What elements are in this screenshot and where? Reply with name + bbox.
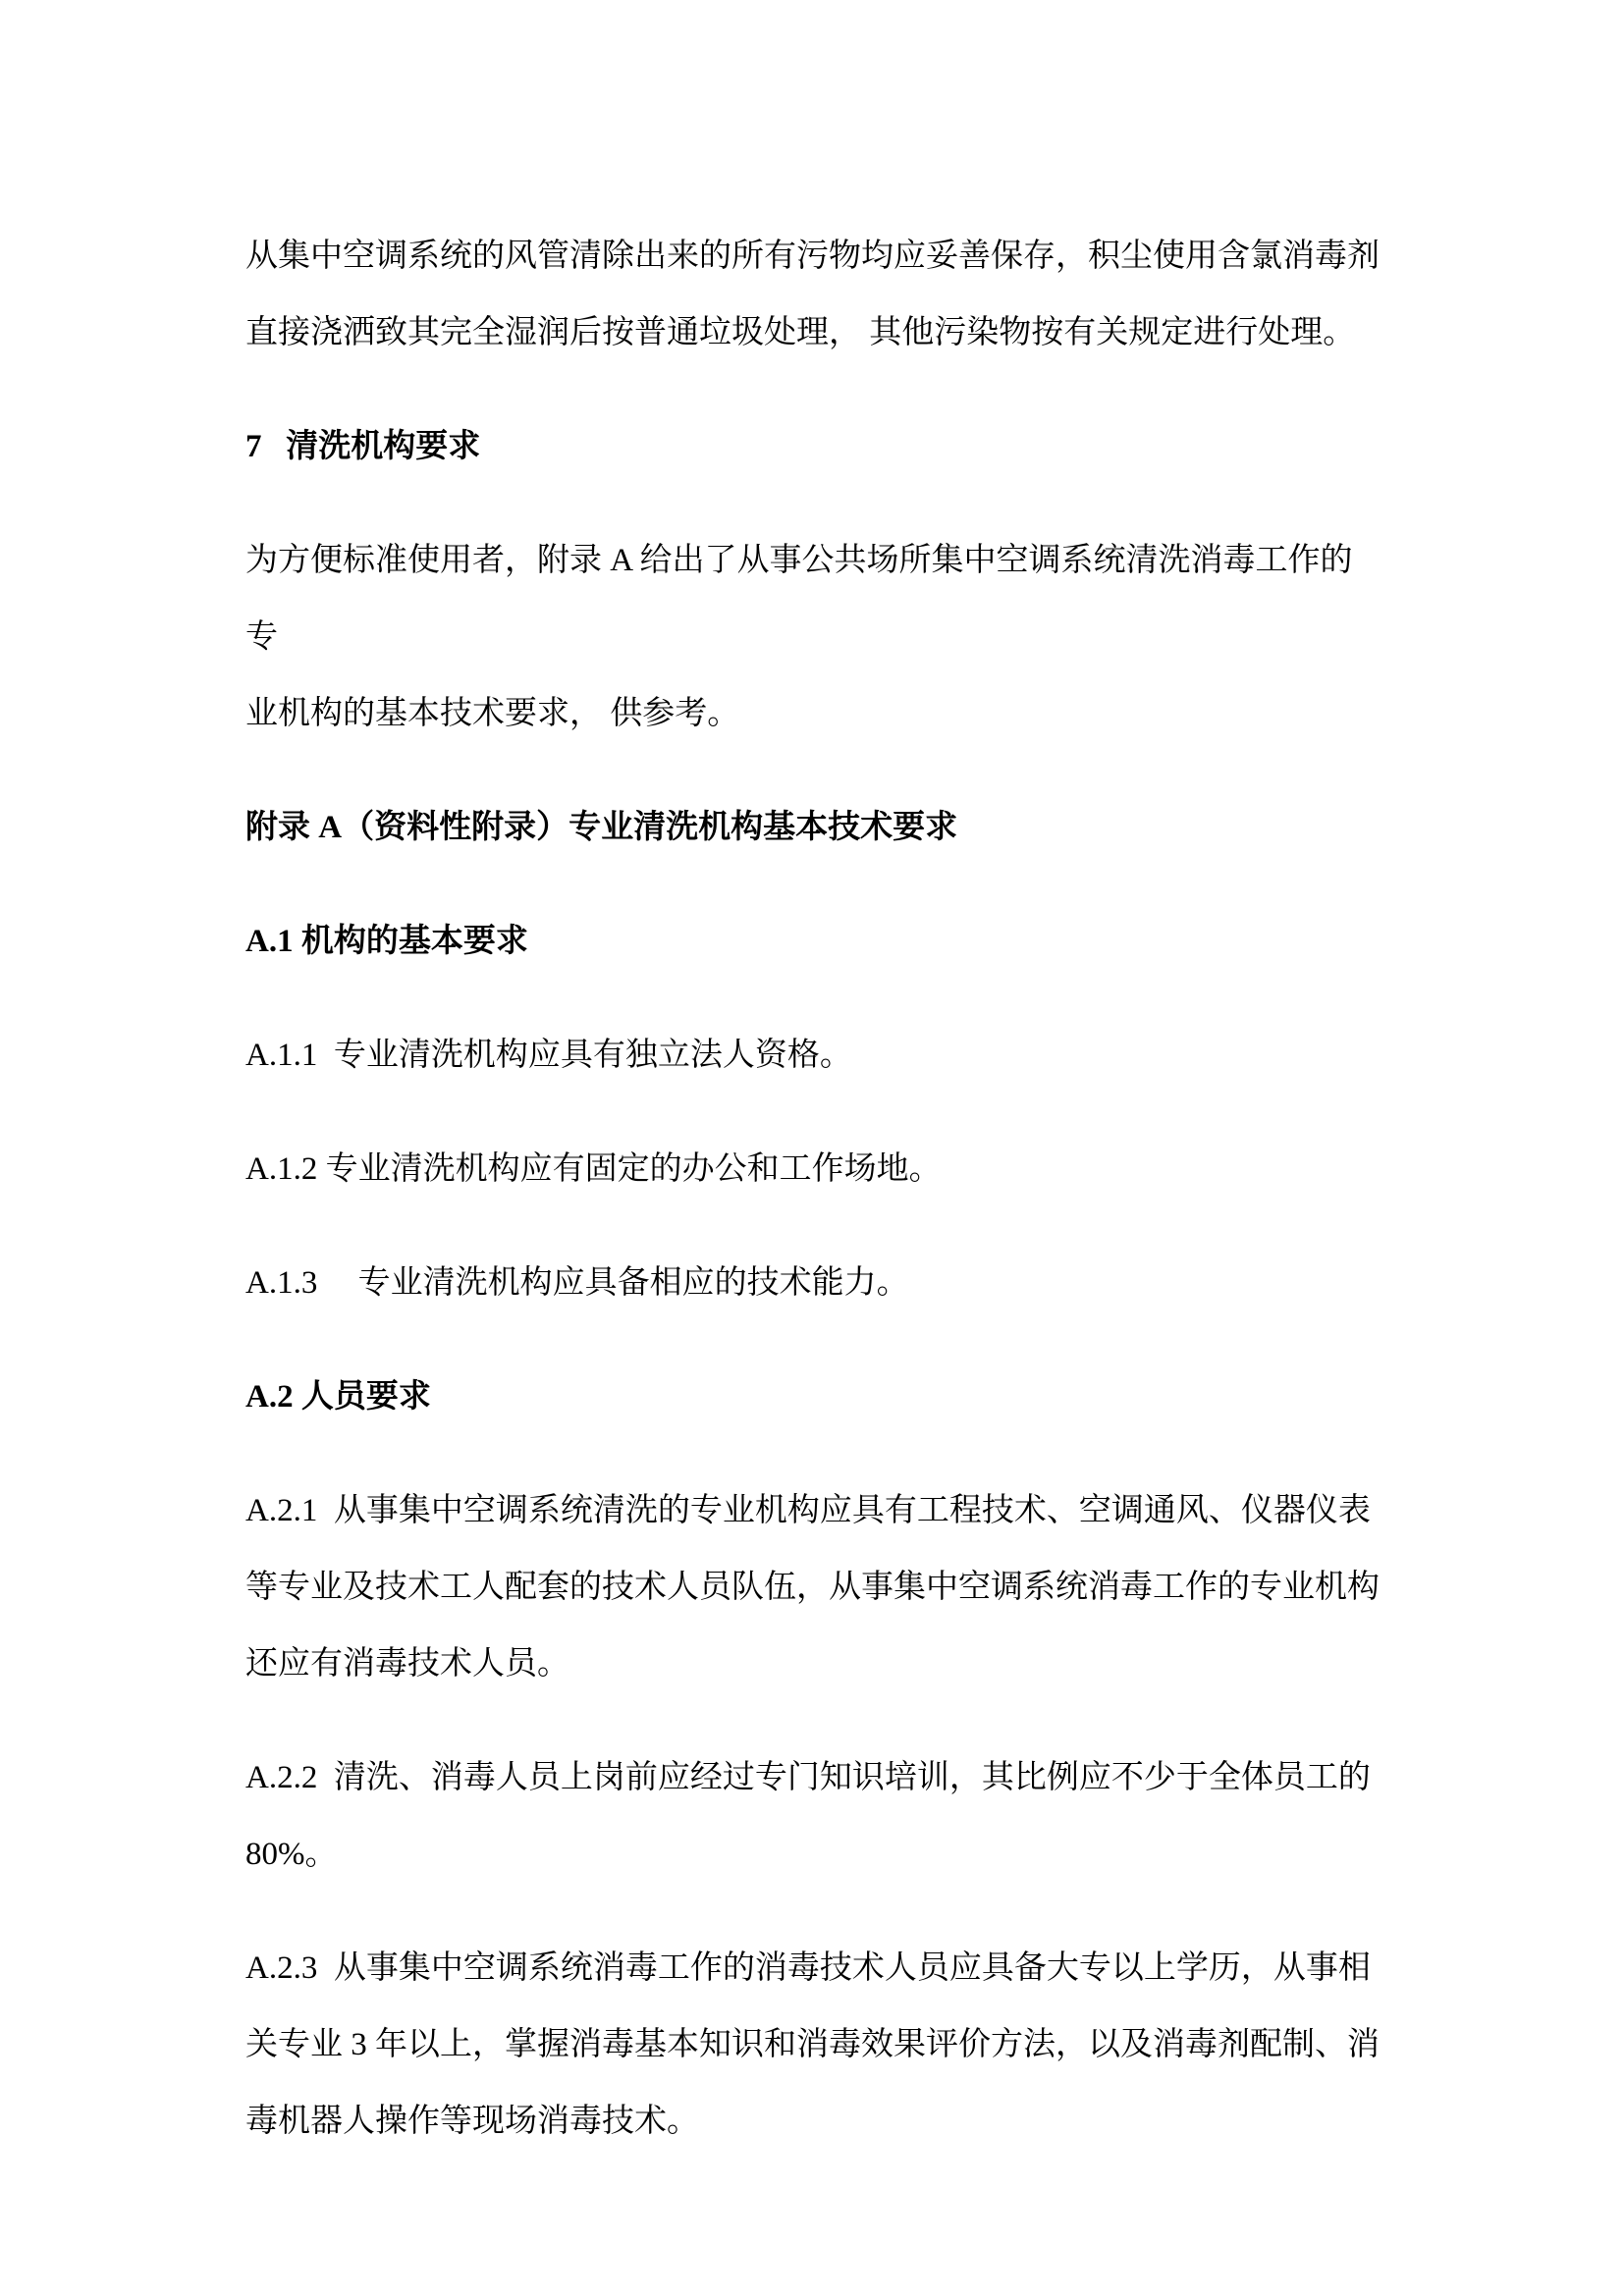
heading-line: A.1 机构的基本要求: [245, 924, 528, 959]
text-line: 等专业及技术工人配套的技术人员队伍，从事集中空调系统消毒工作的专业机构: [245, 1570, 1380, 1605]
heading-a1-basic-organization-requirements: [245, 903, 1380, 980]
text-line: 从集中空调系统的风管清除出来的所有污物均应妥善保存，积尘使用含氯消毒剂: [245, 239, 1380, 274]
text-line: A.2.1 从事集中空调系统清洗的专业机构应具有工程技术、空调通风、仪器仪表: [245, 1493, 1371, 1528]
para-a13-technical-capability: [245, 1245, 1380, 1321]
heading-appendix-a-title: [245, 789, 1380, 866]
text-line: 关专业 3 年以上，掌握消毒基本知识和消毒效果评价方法，以及消毒剂配制、消: [245, 2027, 1380, 2062]
para-a21-personnel-team: [245, 1472, 1380, 1702]
heading-a2-personnel-requirements: [245, 1359, 1380, 1435]
text-line: A.1.3 专业清洗机构应具备相应的技术能力。: [245, 1265, 909, 1301]
para-a23-disinfection-personnel-qualifications: [245, 1930, 1380, 2160]
para-a12-fixed-premises: [245, 1131, 1380, 1207]
text-line: A.2.3 从事集中空调系统消毒工作的消毒技术人员应具备大专以上学历，从事相: [245, 1950, 1371, 1986]
heading-line: 附录 A（资料性附录）专业清洗机构基本技术要求: [245, 810, 958, 845]
text-line: 业机构的基本技术要求， 供参考。: [245, 696, 740, 731]
text-line: A.1.1 专业清洗机构应具有独立法人资格。: [245, 1038, 852, 1073]
heading-section-7-cleaning-organization-requirements: [245, 408, 1380, 485]
para-a22-training-ratio: [245, 1739, 1380, 1893]
para-waste-disposal: [245, 218, 1380, 371]
text-line: A.1.2 专业清洗机构应有固定的办公和工作场地。: [245, 1151, 942, 1187]
para-a11-legal-entity: [245, 1017, 1380, 1094]
text-line: A.2.2 清洗、消毒人员上岗前应经过专门知识培训，其比例应不少于全体员工的: [245, 1760, 1371, 1795]
text-line: 直接浇洒致其完全湿润后按普通垃圾处理， 其他污染物按有关规定进行处理。: [245, 315, 1356, 350]
para-appendix-a-intro: [245, 522, 1380, 752]
text-line: 毒机器人操作等现场消毒技术。: [245, 2104, 699, 2139]
text-line: 80%。: [245, 1837, 338, 1872]
text-line: 还应有消毒技术人员。: [245, 1646, 569, 1682]
heading-line: 7 清洗机构要求: [245, 429, 481, 464]
heading-line: A.2 人员要求: [245, 1379, 431, 1415]
text-line: 为方便标准使用者，附录 A 给出了从事公共场所集中空调系统清洗消毒工作的专: [245, 543, 1353, 655]
